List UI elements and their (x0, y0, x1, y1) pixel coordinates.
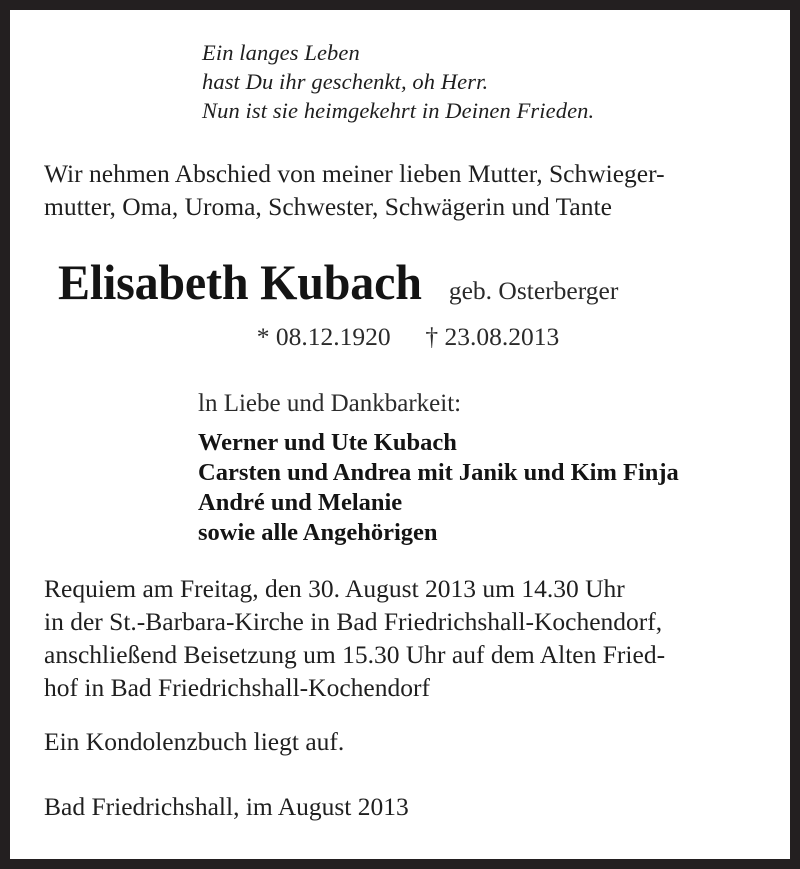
death-date: † 23.08.2013 (425, 322, 560, 351)
notice-sheet (10, 10, 790, 859)
service-line-1: Requiem am Freitag, den 30. August 2013 um 14.30 Uhr (44, 574, 625, 603)
epigraph-line-3: Nun ist sie heimgekehrt in Deinen Frieden. (202, 98, 595, 123)
epigraph-verse (202, 38, 594, 125)
survivor-line: sowie alle Angehörigen (198, 519, 438, 546)
service-line-2: in der St.-Barbara-Kirche in Bad Friedrichshall-Kochendorf, (44, 607, 663, 636)
intro-line-1: Wir nehmen Abschied von meiner lieben Mutter, Schwieger- (44, 159, 665, 188)
place-and-date: Bad Friedrichshall, im August 2013 (44, 792, 409, 821)
intro-paragraph (44, 157, 768, 223)
survivor-line: Werner und Ute Kubach (198, 429, 457, 456)
life-dates (58, 321, 758, 353)
survivor-line: Carsten und Andrea mit Janik und Kim Finja (198, 459, 679, 486)
service-details (44, 572, 774, 704)
deceased-name: Elisabeth Kubach (58, 254, 422, 310)
dedication-block (198, 387, 679, 548)
epigraph-line-2: hast Du ihr geschenkt, oh Herr. (202, 69, 489, 94)
survivors-list (198, 428, 679, 548)
intro-line-2: mutter, Oma, Uroma, Schwester, Schwägerin und Tante (44, 192, 612, 221)
birth-date: * 08.12.1920 (256, 322, 391, 351)
deceased-name-line (58, 253, 618, 311)
dedication-heading: ln Liebe und Dankbarkeit: (198, 390, 462, 417)
survivor-line: André und Melanie (198, 489, 403, 516)
service-line-3: anschließend Beisetzung um 15.30 Uhr auf dem Alten Fried- (44, 640, 666, 669)
epigraph-line-1: Ein langes Leben (202, 40, 360, 65)
service-line-4: hof in Bad Friedrichshall-Kochendorf (44, 673, 430, 702)
deceased-maiden-name: geb. Osterberger (448, 276, 619, 305)
condolence-note: Ein Kondolenzbuch liegt auf. (44, 727, 345, 756)
